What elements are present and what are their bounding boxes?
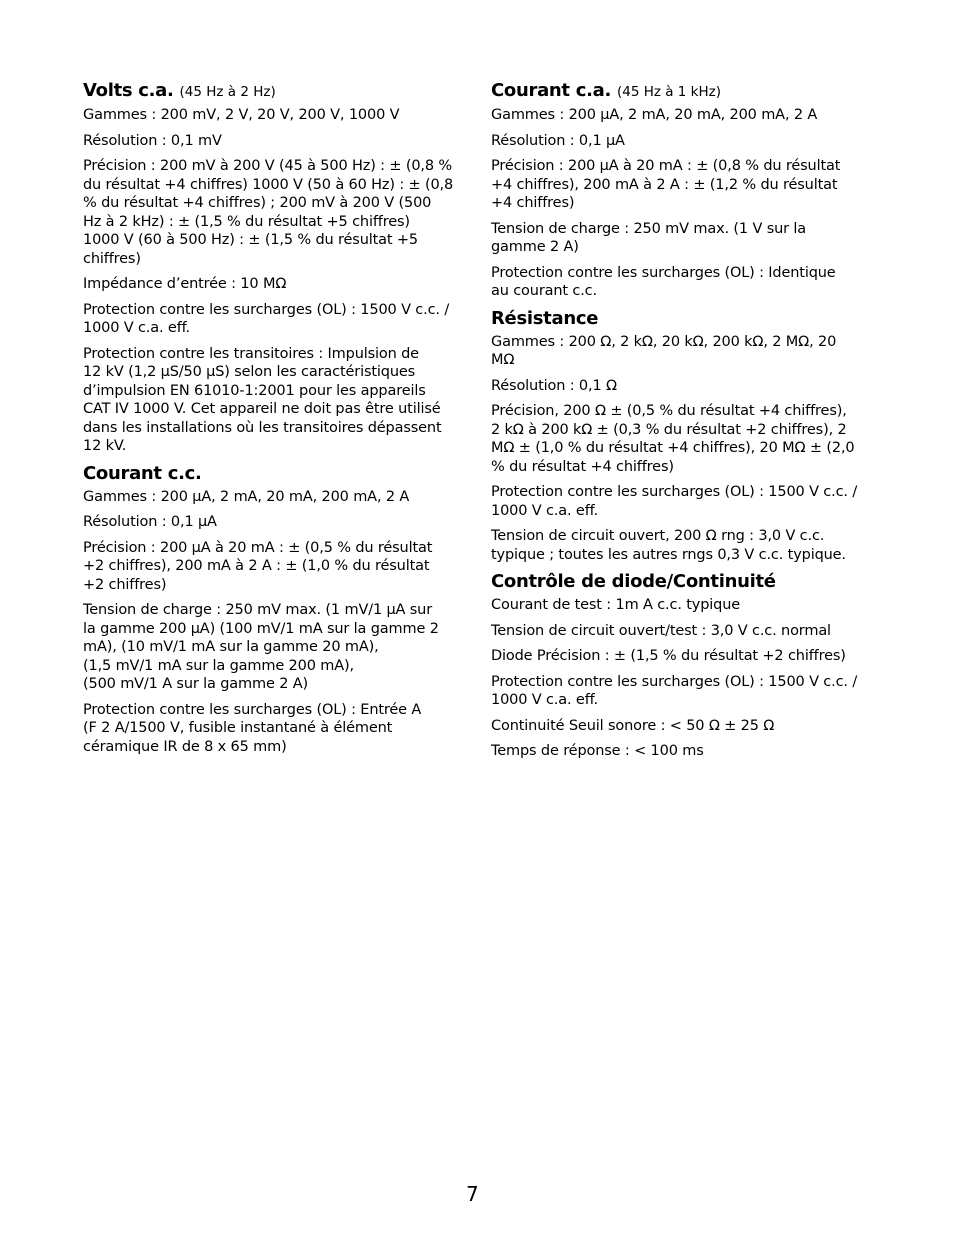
spec-accuracy: Précision : 200 mV à 200 V (45 à 500 Hz) : ± (0,8 % du résultat +4 chiffres) 1000 V (50 à 60 Hz) : ± (0,8 % du résultat +4 chiffres) ; 200 mV à 200 V (500 Hz à 2 kHz) : ± (1,5 % du résultat +5 chiffres) 1000 V (60 à 500 Hz) : ± (1,5 % du résultat +5 chiffres) bbox=[83, 158, 454, 267]
section-resistance bbox=[491, 308, 876, 565]
spec-continuity-threshold: Continuité Seuil sonore : < 50 Ω ± 25 Ω bbox=[491, 717, 775, 734]
spec-accuracy: Précision : 200 µA à 20 mA : ± (0,5 % du résultat +2 chiffres), 200 mA à 2 A : ± (1,0 % du résultat +2 chiffres) bbox=[83, 539, 433, 593]
spec-input-impedance: Impédance d’entrée : 10 MΩ bbox=[83, 276, 287, 292]
spec-ranges: Gammes : 200 µA, 2 mA, 20 mA, 200 mA, 2 A bbox=[491, 107, 818, 123]
right-column bbox=[491, 80, 876, 768]
section-title-text: Courant c.c. bbox=[83, 462, 202, 484]
spec-burden-voltage: Tension de charge : 250 mV max. (1 V sur la gamme 2 A) bbox=[491, 220, 807, 255]
section-title-text: Résistance bbox=[491, 307, 599, 329]
spec-ranges: Gammes : 200 Ω, 2 kΩ, 20 kΩ, 200 kΩ, 2 MΩ, 20 MΩ bbox=[491, 333, 837, 368]
section-title bbox=[83, 80, 468, 103]
section-current-dc bbox=[83, 463, 468, 757]
left-column bbox=[83, 80, 468, 763]
section-title-text: Volts c.a. bbox=[83, 80, 174, 101]
section-title bbox=[491, 80, 876, 103]
spec-overload-protection: Protection contre les surcharges (OL) : Entrée A (F 2 A/1500 V, fusible instantané à élément céramique IR de 8 x 65 mm) bbox=[83, 701, 422, 755]
spec-accuracy: Précision, 200 Ω ± (0,5 % du résultat +4 chiffres), 2 kΩ à 200 kΩ ± (0,3 % du résultat +2 chiffres), 2 MΩ ± (1,0 % du résultat +4 chiffres), 20 MΩ ± (2,0 % du résultat +4 chiffres) bbox=[491, 403, 855, 475]
section-title bbox=[83, 463, 468, 485]
spec-overload-protection: Protection contre les surcharges (OL) : 1500 V c.c. / 1000 V c.a. eff. bbox=[491, 673, 858, 708]
spec-diode-accuracy: Diode Précision : ± (1,5 % du résultat +2 chiffres) bbox=[491, 648, 846, 664]
section-title-text: Contrôle de diode/Continuité bbox=[491, 571, 776, 592]
section-diode-continuity bbox=[491, 571, 876, 761]
section-current-ac bbox=[491, 80, 876, 301]
spec-ranges: Gammes : 200 mV, 2 V, 20 V, 200 V, 1000 V bbox=[83, 107, 400, 123]
spec-resolution: Résolution : 0,1 Ω bbox=[491, 377, 617, 394]
section-title bbox=[491, 308, 876, 330]
spec-transient-protection: Protection contre les transitoires : Impulsion de 12 kV (1,2 µS/50 µS) selon les caractéristiques d’impulsion EN 61010-1:2001 pour les appareils CAT IV 1000 V. Cet appareil ne doit pas être utilisé dans les installations où les transitoires dépassent 12 kV. bbox=[83, 345, 442, 454]
section-title-text: Courant c.a. bbox=[491, 80, 611, 101]
spec-test-current: Courant de test : 1m A c.c. typique bbox=[491, 597, 741, 613]
section-volts-ac bbox=[83, 80, 468, 456]
spec-open-circuit-voltage: Tension de circuit ouvert, 200 Ω rng : 3,0 V c.c. typique ; toutes les autres rngs 0,3 V c.c. typique. bbox=[491, 528, 846, 563]
spec-accuracy: Précision : 200 µA à 20 mA : ± (0,8 % du résultat +4 chiffres), 200 mA à 2 A : ± (1,2 % du résultat +4 chiffres) bbox=[491, 158, 841, 211]
section-subtitle: (45 Hz à 2 Hz) bbox=[179, 84, 276, 100]
section-title bbox=[491, 571, 876, 593]
section-subtitle: (45 Hz à 1 kHz) bbox=[616, 84, 722, 100]
spec-open-circuit-voltage: Tension de circuit ouvert/test : 3,0 V c.c. normal bbox=[491, 622, 831, 639]
spec-burden-voltage: Tension de charge : 250 mV max. (1 mV/1 µA sur la gamme 200 µA) (100 mV/1 mA sur la gamme 2 mA), (10 mV/1 mA sur la gamme 20 mA), (1,5 mV/1 mA sur la gamme 200 mA), (500 mV/1 A sur la gamme 2 A) bbox=[83, 602, 439, 692]
spec-overload-protection: Protection contre les surcharges (OL) : 1500 V c.c. / 1000 V c.a. eff. bbox=[83, 301, 450, 336]
spec-overload-protection: Protection contre les surcharges (OL) : Identique au courant c.c. bbox=[491, 264, 836, 299]
page-number: 7 bbox=[466, 1182, 479, 1206]
spec-ranges: Gammes : 200 µA, 2 mA, 20 mA, 200 mA, 2 A bbox=[83, 488, 410, 505]
spec-overload-protection: Protection contre les surcharges (OL) : 1500 V c.c. / 1000 V c.a. eff. bbox=[491, 484, 858, 519]
spec-resolution: Résolution : 0,1 mV bbox=[83, 132, 222, 149]
spec-response-time: Temps de réponse : < 100 ms bbox=[491, 743, 704, 759]
spec-resolution: Résolution : 0,1 µA bbox=[83, 514, 217, 530]
spec-resolution: Résolution : 0,1 µA bbox=[491, 132, 625, 149]
